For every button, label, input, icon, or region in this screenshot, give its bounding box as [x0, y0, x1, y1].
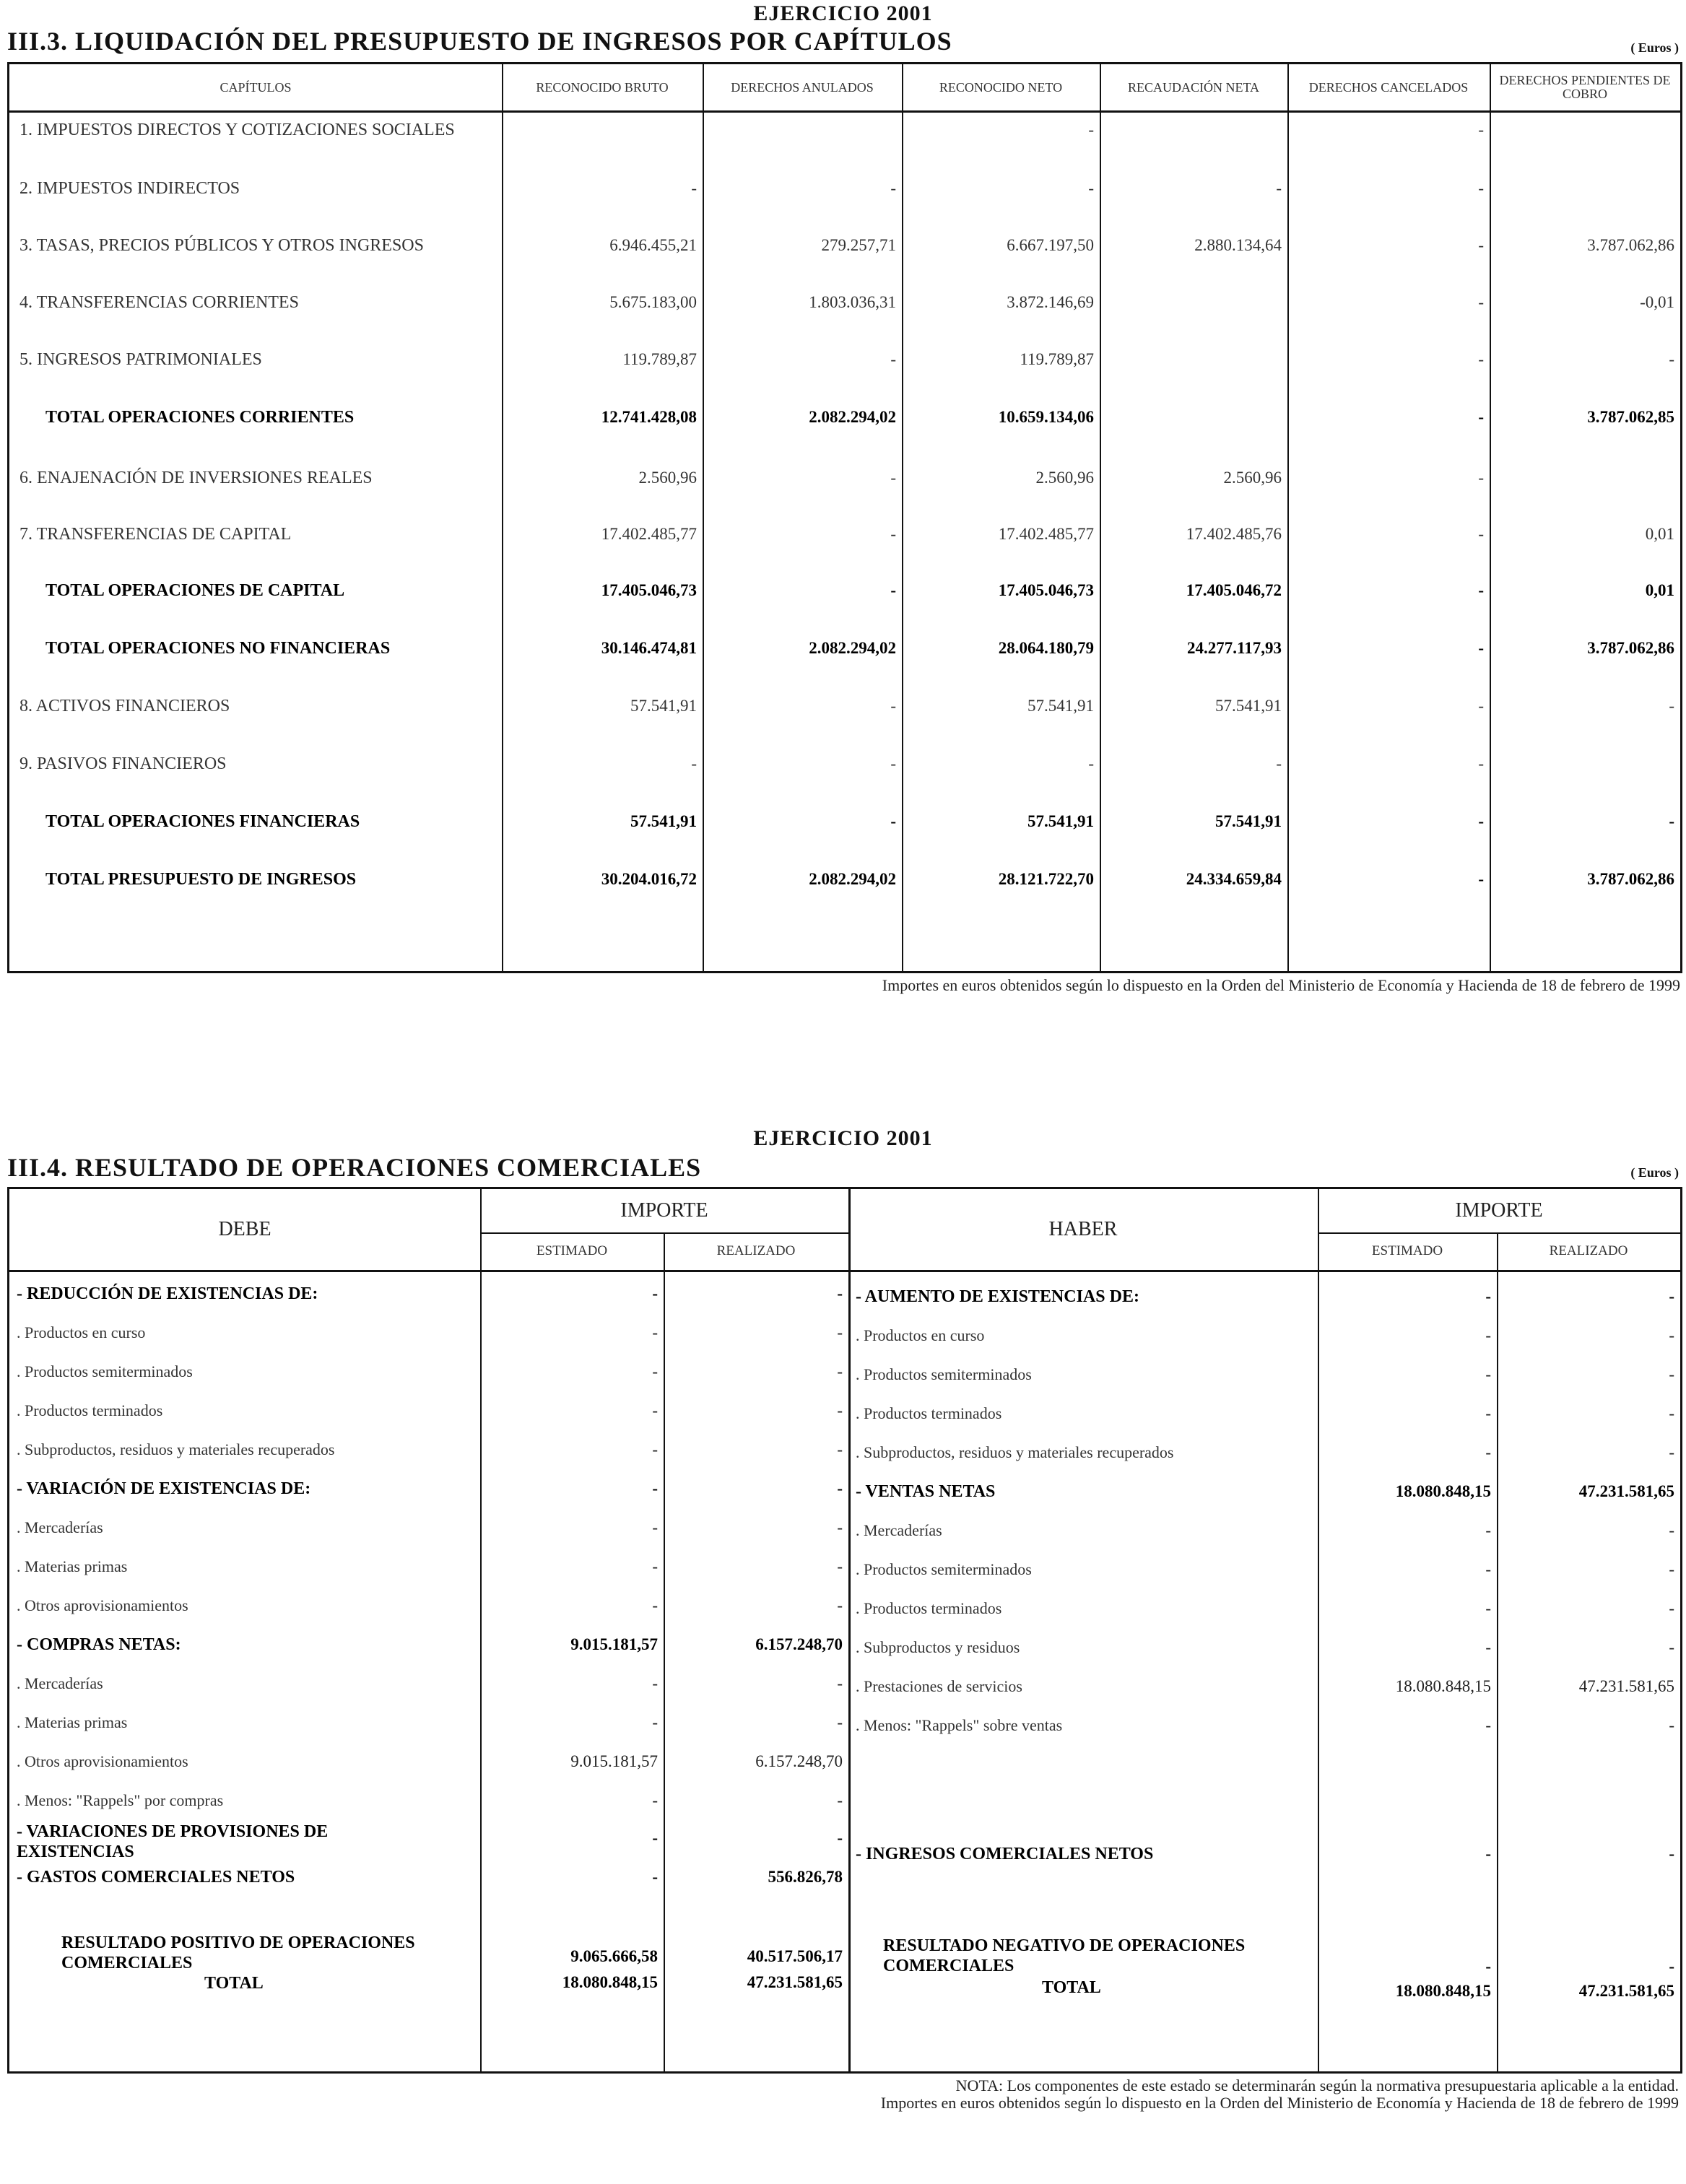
t1-row — [9, 632, 1680, 675]
t1-row-label: 3. TASAS, PRECIOS PÚBLICOS Y OTROS INGRESOS — [19, 236, 424, 255]
t1-cell-reconocido-neto: - — [1088, 179, 1094, 197]
t1-cell-reconocido-neto: 3.872.146,69 — [1007, 293, 1094, 311]
t1-cell-reconocido-bruto: 6.946.455,21 — [609, 236, 697, 254]
t1-ejercicio: EJERCICIO 2001 — [753, 1, 933, 25]
t1-row — [9, 574, 1680, 617]
haber-label: . Menos: "Rappels" sobre ventas — [856, 1716, 1063, 1734]
t1-cell-pendientes-cobro: 0,01 — [1645, 581, 1674, 599]
haber-row — [9, 1837, 1680, 1875]
t1-cell-reconocido-bruto: - — [691, 179, 697, 197]
haber-row — [9, 1631, 1680, 1669]
t2-footnote: Importes en euros obtenidos según lo dispuesto en la Orden del Ministerio de Economía y Hacienda de 18 de febrero de 1999 — [880, 2094, 1679, 2112]
t1-row — [9, 518, 1680, 561]
t1-row — [9, 805, 1680, 848]
t1-row-label: TOTAL OPERACIONES DE CAPITAL — [45, 581, 345, 600]
t1-cell-reconocido-neto: 28.064.180,79 — [998, 639, 1094, 657]
debe-estimado-header: ESTIMADO — [536, 1243, 608, 1258]
t1-row — [9, 401, 1680, 444]
debe-estimado: - — [652, 1791, 658, 1809]
haber-realizado: - — [1669, 1560, 1674, 1578]
t1-cell-reconocido-bruto: 17.405.046,73 — [601, 581, 697, 599]
debe-importe-header: IMPORTE — [620, 1199, 708, 1222]
debe-label: . Menos: "Rappels" por compras — [17, 1791, 224, 1809]
debe-label: . Materias primas — [17, 1557, 128, 1575]
t1-cell-pendientes-cobro: 3.787.062,86 — [1587, 639, 1674, 657]
haber-resultado-label: RESULTADO NEGATIVO DE OPERACIONES COMERCIALES — [883, 1936, 1246, 1975]
t1-cell-derechos-cancelados: - — [1478, 697, 1484, 715]
debe-label: . Productos semiterminados — [17, 1362, 193, 1380]
haber-realizado-header: REALIZADO — [1549, 1243, 1628, 1258]
t1-row-label: TOTAL OPERACIONES FINANCIERAS — [45, 812, 360, 831]
debe-estimado: - — [652, 1284, 658, 1302]
t1-cell-derechos-cancelados: - — [1478, 525, 1484, 543]
debe-realizado: - — [837, 1713, 843, 1731]
t1-cell-reconocido-bruto: 57.541,91 — [630, 697, 697, 715]
debe-realizado: - — [837, 1323, 843, 1341]
debe-realizado: 556.826,78 — [768, 1868, 843, 1886]
t1-row — [9, 343, 1680, 386]
debe-estimado: 9.015.181,57 — [570, 1752, 658, 1770]
t2-ejercicio: EJERCICIO 2001 — [753, 1126, 933, 1150]
t1-cell-recaudacion-neta: 57.541,91 — [1215, 697, 1282, 715]
t1-cell-reconocido-neto: 57.541,91 — [1027, 697, 1094, 715]
debe-row — [9, 1745, 1680, 1783]
t1-cell-recaudacion-neta: - — [1276, 179, 1282, 197]
t1-row — [9, 113, 1680, 157]
haber-estimado: - — [1485, 1560, 1491, 1578]
debe-realizado: - — [837, 1518, 843, 1536]
haber-estimado: - — [1485, 1365, 1491, 1383]
t1-cell-derechos-cancelados: - — [1478, 812, 1484, 830]
debe-label: - VARIACIONES DE PROVISIONES DE EXISTENCIAS — [17, 1822, 329, 1861]
t1-row — [9, 286, 1680, 329]
t1-header-reconocido-bruto: RECONOCIDO BRUTO — [536, 79, 669, 95]
debe-estimado: - — [652, 1596, 658, 1614]
t1-header-recaudacion-neta: RECAUDACIÓN NETA — [1127, 79, 1260, 95]
debe-total-estimado: 18.080.848,15 — [562, 1973, 658, 1991]
debe-realizado: - — [837, 1362, 843, 1380]
debe-header: DEBE — [218, 1218, 271, 1240]
debe-label: - REDUCCIÓN DE EXISTENCIAS DE: — [17, 1284, 318, 1303]
haber-label: - AUMENTO DE EXISTENCIAS DE: — [856, 1287, 1139, 1306]
t1-cell-derechos-anulados: - — [890, 812, 896, 830]
haber-estimado: - — [1485, 1845, 1491, 1863]
debe-realizado: - — [837, 1440, 843, 1458]
debe-realizado: - — [837, 1829, 843, 1847]
haber-total-realizado: 47.231.581,65 — [1578, 1982, 1674, 2000]
t1-cell-derechos-anulados: - — [890, 350, 896, 368]
debe-realizado: - — [837, 1596, 843, 1614]
t1-cell-pendientes-cobro: - — [1669, 812, 1674, 830]
haber-estimado: 18.080.848,15 — [1395, 1677, 1491, 1695]
t1-cell-reconocido-neto: 17.405.046,73 — [998, 581, 1094, 599]
debe-realizado: 6.157.248,70 — [755, 1752, 843, 1770]
t1-cell-derechos-anulados: - — [890, 525, 896, 543]
t1-cell-pendientes-cobro: - — [1669, 697, 1674, 715]
haber-row — [9, 1475, 1680, 1513]
t1-cell-derechos-cancelados: - — [1478, 179, 1484, 197]
t1-cell-derechos-cancelados: - — [1478, 469, 1484, 487]
t1-cell-derechos-cancelados: - — [1478, 870, 1484, 888]
haber-label: . Subproductos, residuos y materiales recuperados — [856, 1443, 1174, 1461]
haber-label: . Productos semiterminados — [856, 1560, 1032, 1578]
debe-estimado: - — [652, 1557, 658, 1575]
t1-cell-recaudacion-neta: 2.560,96 — [1223, 469, 1282, 487]
debe-row — [9, 1784, 1680, 1822]
t1-row-label: 9. PASIVOS FINANCIEROS — [19, 754, 227, 773]
t1-cell-pendientes-cobro: 3.787.062,86 — [1587, 236, 1674, 254]
haber-row — [9, 1358, 1680, 1396]
debe-label: . Mercaderías — [17, 1674, 103, 1692]
t1-cell-reconocido-neto: - — [1088, 754, 1094, 773]
t1-cell-reconocido-bruto: 30.146.474,81 — [601, 639, 697, 657]
haber-label: . Prestaciones de servicios — [856, 1677, 1022, 1695]
t1-cell-derechos-anulados: 2.082.294,02 — [809, 639, 896, 657]
debe-estimado: - — [652, 1868, 658, 1886]
debe-estimado: - — [652, 1518, 658, 1536]
haber-label: - VENTAS NETAS — [856, 1482, 996, 1501]
haber-label: - INGRESOS COMERCIALES NETOS — [856, 1845, 1154, 1863]
haber-row — [9, 1709, 1680, 1746]
t1-cell-derechos-anulados: - — [890, 697, 896, 715]
t1-cell-derechos-cancelados: - — [1478, 408, 1484, 426]
t1-cell-recaudacion-neta: 57.541,91 — [1215, 812, 1282, 830]
debe-resultado-estimado: 9.065.666,58 — [570, 1947, 658, 1965]
debe-estimado: - — [652, 1401, 658, 1419]
budget-income-table — [7, 62, 1682, 973]
t1-cell-pendientes-cobro: - — [1669, 350, 1674, 368]
debe-estimado: - — [652, 1479, 658, 1497]
haber-total-row — [9, 1978, 1680, 2015]
t1-header-derechos-cancelados: DERECHOS CANCELADOS — [1308, 79, 1469, 95]
haber-estimado: - — [1485, 1443, 1491, 1461]
debe-label: . Productos en curso — [17, 1323, 146, 1341]
haber-realizado: - — [1669, 1365, 1674, 1383]
t2-nota: NOTA: Los componentes de este estado se determinarán según la normativa presupuestaria aplicable a la entidad. — [955, 2076, 1679, 2094]
haber-realizado: - — [1669, 1716, 1674, 1734]
t1-cell-reconocido-bruto: 2.560,96 — [638, 469, 697, 487]
haber-realizado: 47.231.581,65 — [1578, 1482, 1674, 1500]
t1-cell-reconocido-neto: - — [1088, 121, 1094, 139]
t1-row — [9, 461, 1680, 505]
t1-cell-pendientes-cobro: 3.787.062,85 — [1587, 408, 1674, 426]
debe-estimado: 9.015.181,57 — [570, 1635, 658, 1653]
haber-estimado: - — [1485, 1326, 1491, 1344]
t1-cell-reconocido-bruto: 5.675.183,00 — [609, 293, 697, 311]
haber-header: HABER — [1048, 1218, 1118, 1240]
debe-estimado: - — [652, 1323, 658, 1341]
t1-header-reconocido-neto: RECONOCIDO NETO — [939, 79, 1063, 95]
haber-estimado: - — [1485, 1287, 1491, 1305]
t1-row — [9, 229, 1680, 272]
haber-estimado: - — [1485, 1716, 1491, 1734]
t1-cell-derechos-cancelados: - — [1478, 121, 1484, 139]
debe-label: . Productos terminados — [17, 1401, 163, 1419]
t1-row — [9, 172, 1680, 215]
t1-row — [9, 863, 1680, 906]
haber-row — [9, 1280, 1680, 1318]
t1-cell-derechos-anulados: 1.803.036,31 — [809, 293, 896, 311]
t1-row — [9, 747, 1680, 791]
haber-estimado: - — [1485, 1521, 1491, 1539]
debe-estimado: - — [652, 1829, 658, 1847]
t1-cell-derechos-cancelados: - — [1478, 236, 1484, 254]
t1-row-label: 7. TRANSFERENCIAS DE CAPITAL — [19, 525, 292, 544]
haber-total-estimado: 18.080.848,15 — [1395, 1982, 1491, 2000]
t1-cell-reconocido-neto: 119.789,87 — [1020, 350, 1094, 368]
t1-cell-recaudacion-neta: - — [1276, 754, 1282, 773]
haber-label: . Productos terminados — [856, 1404, 1002, 1422]
debe-label: - COMPRAS NETAS: — [17, 1635, 181, 1654]
t1-cell-reconocido-neto: 57.541,91 — [1027, 812, 1094, 830]
debe-total-realizado: 47.231.581,65 — [747, 1973, 843, 1991]
t1-cell-derechos-anulados: 2.082.294,02 — [809, 408, 896, 426]
haber-row — [9, 1436, 1680, 1474]
debe-label: . Otros aprovisionamientos — [17, 1596, 188, 1614]
debe-realizado: 6.157.248,70 — [755, 1635, 843, 1653]
t1-cell-derechos-cancelados: - — [1478, 293, 1484, 311]
t2-units: ( Euros ) — [1630, 1165, 1679, 1180]
t1-cell-pendientes-cobro: 0,01 — [1645, 525, 1674, 543]
haber-realizado: - — [1669, 1404, 1674, 1422]
t1-cell-reconocido-bruto: 57.541,91 — [630, 812, 697, 830]
t1-cell-reconocido-bruto: 17.402.485,77 — [601, 525, 697, 543]
haber-realizado: - — [1669, 1287, 1674, 1305]
t1-cell-derechos-anulados: - — [890, 469, 896, 487]
t1-row-label: 4. TRANSFERENCIAS CORRIENTES — [19, 293, 299, 312]
t2-title: III.4. RESULTADO DE OPERACIONES COMERCIALES — [7, 1153, 702, 1182]
t1-cell-reconocido-neto: 2.560,96 — [1035, 469, 1094, 487]
t1-row — [9, 689, 1680, 733]
haber-resultado-row — [9, 1936, 1680, 1973]
t1-row-label: TOTAL OPERACIONES CORRIENTES — [45, 408, 355, 427]
haber-realizado: - — [1669, 1443, 1674, 1461]
haber-row — [9, 1319, 1680, 1357]
haber-estimado: 18.080.848,15 — [1395, 1482, 1491, 1500]
debe-realizado: - — [837, 1284, 843, 1302]
t1-header-capitulos: CAPÍTULOS — [220, 79, 292, 95]
debe-estimado: - — [652, 1674, 658, 1692]
debe-label: . Otros aprovisionamientos — [17, 1752, 188, 1770]
debe-resultado-label: RESULTADO POSITIVO DE OPERACIONES COMERCIALES — [61, 1933, 415, 1972]
t1-row-label: 1. IMPUESTOS DIRECTOS Y COTIZACIONES SOCIALES — [19, 121, 455, 139]
t1-cell-reconocido-neto: 17.402.485,77 — [998, 525, 1094, 543]
debe-estimado: - — [652, 1440, 658, 1458]
debe-label: . Mercaderías — [17, 1518, 103, 1536]
haber-label: . Subproductos y residuos — [856, 1638, 1020, 1656]
t1-row-label: TOTAL PRESUPUESTO DE INGRESOS — [45, 870, 357, 889]
haber-row — [9, 1592, 1680, 1630]
t1-cell-recaudacion-neta: 24.277.117,93 — [1187, 639, 1282, 657]
t1-cell-reconocido-bruto: 30.204.016,72 — [601, 870, 697, 888]
debe-label: . Materias primas — [17, 1713, 128, 1731]
t1-row-label: 6. ENAJENACIÓN DE INVERSIONES REALES — [19, 469, 373, 487]
debe-realizado: - — [837, 1674, 843, 1692]
t1-cell-derechos-anulados: - — [890, 581, 896, 599]
t1-cell-derechos-cancelados: - — [1478, 581, 1484, 599]
debe-realizado: - — [837, 1791, 843, 1809]
t1-cell-pendientes-cobro: 3.787.062,86 — [1587, 870, 1674, 888]
t1-cell-reconocido-neto: 28.121.722,70 — [998, 870, 1094, 888]
t1-row-label: TOTAL OPERACIONES NO FINANCIERAS — [45, 639, 391, 658]
t1-cell-derechos-cancelados: - — [1478, 350, 1484, 368]
debe-realizado: - — [837, 1479, 843, 1497]
t1-cell-recaudacion-neta: 2.880.134,64 — [1194, 236, 1282, 254]
haber-estimado: - — [1485, 1404, 1491, 1422]
t1-cell-derechos-cancelados: - — [1478, 754, 1484, 773]
haber-realizado: - — [1669, 1599, 1674, 1617]
t1-cell-reconocido-neto: 10.659.134,06 — [998, 408, 1094, 426]
t1-cell-derechos-anulados: 2.082.294,02 — [809, 870, 896, 888]
t1-header-derechos-anulados: DERECHOS ANULADOS — [731, 79, 874, 95]
commercial-results-table — [7, 1187, 1682, 2074]
haber-estimado-header: ESTIMADO — [1371, 1243, 1443, 1258]
t1-row-label: 8. ACTIVOS FINANCIEROS — [19, 697, 230, 715]
debe-resultado-realizado: 40.517.506,17 — [747, 1947, 843, 1965]
haber-importe-header: IMPORTE — [1455, 1199, 1543, 1222]
t1-cell-pendientes-cobro: -0,01 — [1640, 293, 1674, 311]
haber-label: . Productos en curso — [856, 1326, 985, 1344]
debe-label: - GASTOS COMERCIALES NETOS — [17, 1868, 295, 1887]
haber-resultado-realizado: - — [1669, 1957, 1674, 1975]
t1-row-label: 5. INGRESOS PATRIMONIALES — [19, 350, 262, 369]
debe-label: . Subproductos, residuos y materiales recuperados — [17, 1440, 335, 1458]
debe-realizado: - — [837, 1401, 843, 1419]
haber-row — [9, 1514, 1680, 1552]
t1-cell-reconocido-neto: 6.667.197,50 — [1007, 236, 1094, 254]
haber-label: . Productos terminados — [856, 1599, 1002, 1617]
debe-realizado-header: REALIZADO — [716, 1243, 796, 1258]
debe-label: - VARIACIÓN DE EXISTENCIAS DE: — [17, 1479, 311, 1498]
debe-realizado: - — [837, 1557, 843, 1575]
debe-total-label: TOTAL — [204, 1974, 264, 1993]
debe-estimado: - — [652, 1713, 658, 1731]
t1-units: ( Euros ) — [1630, 40, 1679, 55]
t1-header-pendientes-cobro: DERECHOS PENDIENTES DE COBRO — [1499, 73, 1671, 101]
t1-row-label: 2. IMPUESTOS INDIRECTOS — [19, 179, 240, 198]
haber-realizado: - — [1669, 1326, 1674, 1344]
haber-realizado: - — [1669, 1521, 1674, 1539]
t1-cell-derechos-cancelados: - — [1478, 639, 1484, 657]
t1-cell-derechos-anulados: - — [890, 754, 896, 773]
haber-row — [9, 1397, 1680, 1435]
haber-realizado: 47.231.581,65 — [1578, 1677, 1674, 1695]
haber-row — [9, 1553, 1680, 1591]
haber-total-label: TOTAL — [1042, 1978, 1101, 1997]
t1-footnote: Importes en euros obtenidos según lo dispuesto en la Orden del Ministerio de Economía y Hacienda de 18 de febrero de 1999 — [882, 976, 1680, 994]
haber-label: . Productos semiterminados — [856, 1365, 1032, 1383]
haber-row — [9, 1670, 1680, 1707]
t1-cell-reconocido-bruto: - — [691, 754, 697, 773]
t1-cell-recaudacion-neta: 17.402.485,76 — [1186, 525, 1282, 543]
haber-estimado: - — [1485, 1599, 1491, 1617]
haber-estimado: - — [1485, 1638, 1491, 1656]
t1-cell-reconocido-bruto: 119.789,87 — [622, 350, 697, 368]
t1-cell-derechos-anulados: 279.257,71 — [821, 236, 896, 254]
t1-cell-reconocido-bruto: 12.741.428,08 — [601, 408, 697, 426]
t1-cell-recaudacion-neta: 24.334.659,84 — [1186, 870, 1282, 888]
haber-label: . Mercaderías — [856, 1521, 942, 1539]
t1-cell-derechos-anulados: - — [890, 179, 896, 197]
haber-realizado: - — [1669, 1638, 1674, 1656]
haber-resultado-estimado: - — [1485, 1957, 1491, 1975]
t1-cell-recaudacion-neta: 17.405.046,72 — [1186, 581, 1282, 599]
debe-estimado: - — [652, 1362, 658, 1380]
haber-realizado: - — [1669, 1845, 1674, 1863]
t1-title: III.3. LIQUIDACIÓN DEL PRESUPUESTO DE INGRESOS POR CAPÍTULOS — [7, 27, 952, 56]
